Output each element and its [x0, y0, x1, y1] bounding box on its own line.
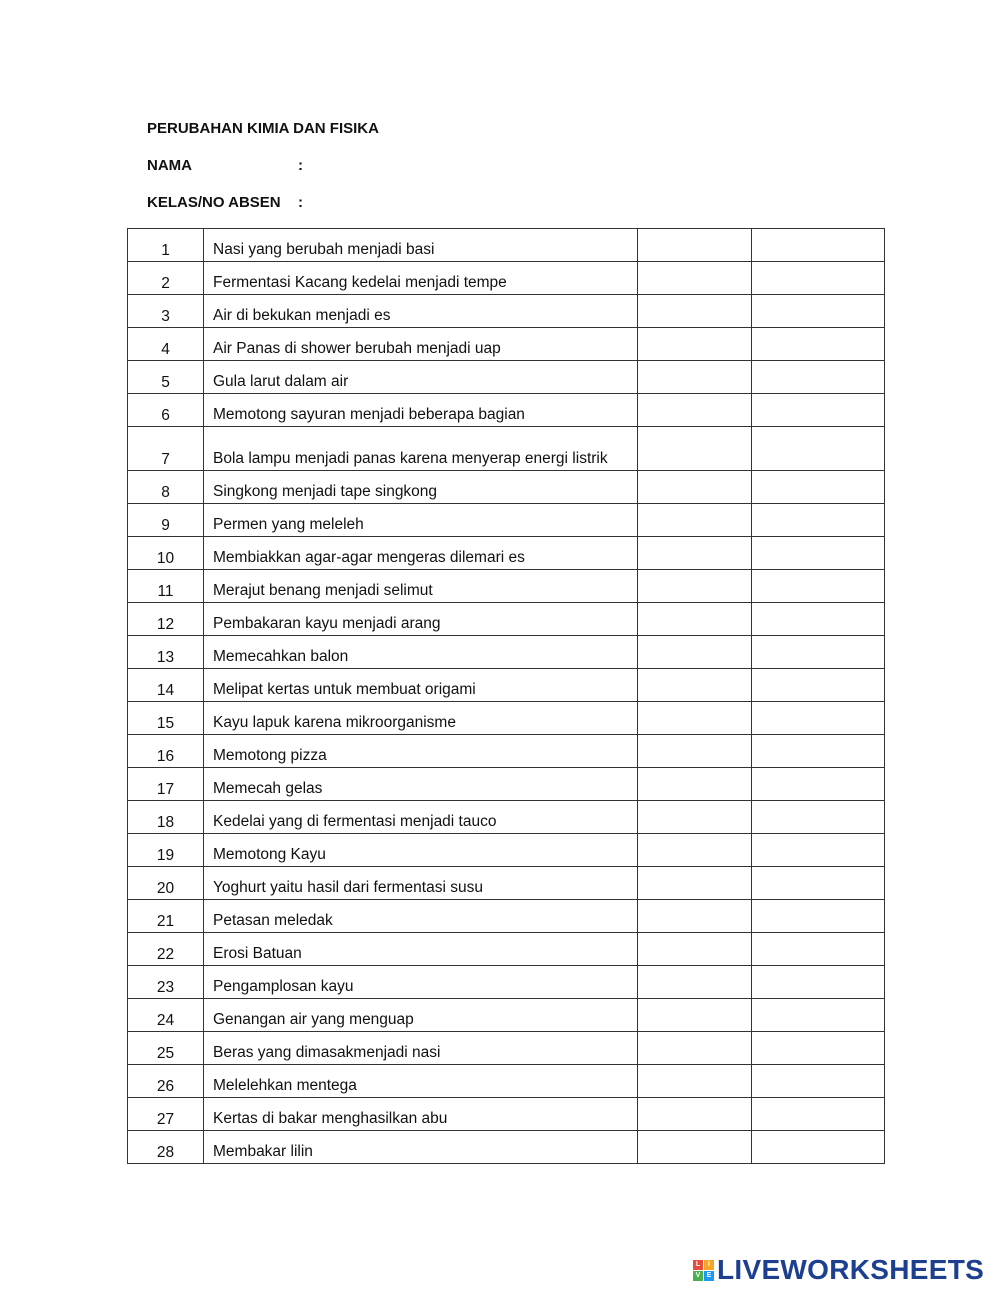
- row-statement: Bola lampu menjadi panas karena menyerap energi listrik: [204, 427, 638, 471]
- nama-colon: :: [298, 157, 303, 174]
- row-number: 5: [128, 361, 204, 394]
- table-row: [128, 262, 885, 295]
- table-row: [128, 999, 885, 1032]
- table-row: [128, 427, 885, 471]
- answer-cell[interactable]: [752, 229, 885, 262]
- table-row: [128, 394, 885, 427]
- answer-cell[interactable]: [638, 702, 752, 735]
- row-statement: Singkong menjadi tape singkong: [204, 471, 638, 504]
- answer-cell[interactable]: [752, 735, 885, 768]
- answer-cell[interactable]: [638, 229, 752, 262]
- answer-cell[interactable]: [752, 900, 885, 933]
- table-row: [128, 1032, 885, 1065]
- answer-cell[interactable]: [752, 1131, 885, 1164]
- answer-cell[interactable]: [638, 867, 752, 900]
- row-statement: Memotong sayuran menjadi beberapa bagian: [204, 394, 638, 427]
- answer-cell[interactable]: [752, 361, 885, 394]
- answer-cell[interactable]: [752, 295, 885, 328]
- logo-mark-letter: L: [693, 1260, 703, 1270]
- answer-cell[interactable]: [752, 471, 885, 504]
- table-row: [128, 702, 885, 735]
- answer-cell[interactable]: [638, 801, 752, 834]
- row-statement: Genangan air yang menguap: [204, 999, 638, 1032]
- row-statement: Memotong Kayu: [204, 834, 638, 867]
- row-number: 9: [128, 504, 204, 537]
- answer-cell[interactable]: [752, 603, 885, 636]
- worksheet-table: [127, 228, 885, 1164]
- answer-cell[interactable]: [638, 262, 752, 295]
- answer-cell[interactable]: [752, 867, 885, 900]
- row-number: 28: [128, 1131, 204, 1164]
- table-row: [128, 834, 885, 867]
- answer-cell[interactable]: [752, 537, 885, 570]
- row-number: 2: [128, 262, 204, 295]
- table-row: [128, 1065, 885, 1098]
- answer-cell[interactable]: [638, 427, 752, 471]
- answer-cell[interactable]: [638, 1131, 752, 1164]
- answer-cell[interactable]: [638, 328, 752, 361]
- row-number: 22: [128, 933, 204, 966]
- table-row: [128, 735, 885, 768]
- row-number: 10: [128, 537, 204, 570]
- row-number: 20: [128, 867, 204, 900]
- table-row: [128, 636, 885, 669]
- row-number: 3: [128, 295, 204, 328]
- row-statement: Air di bekukan menjadi es: [204, 295, 638, 328]
- row-number: 18: [128, 801, 204, 834]
- table-row: [128, 900, 885, 933]
- answer-cell[interactable]: [752, 1032, 885, 1065]
- worksheet-title: PERUBAHAN KIMIA DAN FISIKA: [147, 120, 379, 137]
- row-number: 15: [128, 702, 204, 735]
- logo-mark-letter: E: [704, 1271, 714, 1281]
- row-statement: Kertas di bakar menghasilkan abu: [204, 1098, 638, 1131]
- table-row: [128, 537, 885, 570]
- row-statement: Pembakaran kayu menjadi arang: [204, 603, 638, 636]
- row-statement: Erosi Batuan: [204, 933, 638, 966]
- row-number: 6: [128, 394, 204, 427]
- row-number: 16: [128, 735, 204, 768]
- answer-cell[interactable]: [638, 768, 752, 801]
- logo-text: LIVEWORKSHEETS: [717, 1254, 985, 1285]
- row-statement: Beras yang dimasakmenjadi nasi: [204, 1032, 638, 1065]
- answer-cell[interactable]: [638, 361, 752, 394]
- table-row: [128, 1098, 885, 1131]
- row-number: 17: [128, 768, 204, 801]
- logo-mark-letter: V: [693, 1271, 703, 1281]
- row-number: 27: [128, 1098, 204, 1131]
- table-row: [128, 768, 885, 801]
- table-row: [128, 229, 885, 262]
- answer-cell[interactable]: [752, 328, 885, 361]
- row-number: 25: [128, 1032, 204, 1065]
- row-statement: Air Panas di shower berubah menjadi uap: [204, 328, 638, 361]
- table-row: [128, 361, 885, 394]
- table-row: [128, 801, 885, 834]
- row-number: 26: [128, 1065, 204, 1098]
- answer-cell[interactable]: [752, 636, 885, 669]
- answer-cell[interactable]: [638, 471, 752, 504]
- answer-cell[interactable]: [638, 933, 752, 966]
- row-statement: Nasi yang berubah menjadi basi: [204, 229, 638, 262]
- row-number: 14: [128, 669, 204, 702]
- row-statement: Memotong pizza: [204, 735, 638, 768]
- answer-cell[interactable]: [752, 768, 885, 801]
- answer-cell[interactable]: [752, 933, 885, 966]
- row-number: 13: [128, 636, 204, 669]
- answer-cell[interactable]: [638, 636, 752, 669]
- answer-cell[interactable]: [752, 801, 885, 834]
- row-number: 11: [128, 570, 204, 603]
- logo-mark-icon: [693, 1260, 714, 1281]
- table-row: [128, 603, 885, 636]
- logo-mark-letter: I: [704, 1260, 714, 1270]
- answer-cell[interactable]: [638, 504, 752, 537]
- answer-cell[interactable]: [638, 900, 752, 933]
- row-statement: Permen yang meleleh: [204, 504, 638, 537]
- row-number: 8: [128, 471, 204, 504]
- table-row: [128, 966, 885, 999]
- row-statement: Pengamplosan kayu: [204, 966, 638, 999]
- table-row: [128, 1131, 885, 1164]
- answer-cell[interactable]: [638, 603, 752, 636]
- answer-cell[interactable]: [752, 570, 885, 603]
- kelas-label: KELAS/NO ABSEN: [147, 194, 281, 211]
- answer-cell[interactable]: [638, 1032, 752, 1065]
- liveworksheets-logo: [693, 1254, 984, 1286]
- answer-cell[interactable]: [638, 669, 752, 702]
- row-statement: Memecahkan balon: [204, 636, 638, 669]
- row-statement: Membiakkan agar-agar mengeras dilemari es: [204, 537, 638, 570]
- table-row: [128, 933, 885, 966]
- answer-cell[interactable]: [638, 1098, 752, 1131]
- table-row: [128, 504, 885, 537]
- answer-cell[interactable]: [752, 834, 885, 867]
- row-number: 21: [128, 900, 204, 933]
- row-number: 12: [128, 603, 204, 636]
- answer-cell[interactable]: [752, 394, 885, 427]
- answer-cell[interactable]: [638, 295, 752, 328]
- row-statement: Gula larut dalam air: [204, 361, 638, 394]
- row-statement: Memecah gelas: [204, 768, 638, 801]
- row-statement: Yoghurt yaitu hasil dari fermentasi susu: [204, 867, 638, 900]
- row-statement: Petasan meledak: [204, 900, 638, 933]
- answer-cell[interactable]: [638, 834, 752, 867]
- row-statement: Kayu lapuk karena mikroorganisme: [204, 702, 638, 735]
- row-statement: Kedelai yang di fermentasi menjadi tauco: [204, 801, 638, 834]
- answer-cell[interactable]: [752, 702, 885, 735]
- row-number: 23: [128, 966, 204, 999]
- answer-cell[interactable]: [638, 999, 752, 1032]
- table-row: [128, 295, 885, 328]
- answer-cell[interactable]: [638, 966, 752, 999]
- table-row: [128, 570, 885, 603]
- answer-cell[interactable]: [752, 427, 885, 471]
- nama-label: NAMA: [147, 157, 192, 174]
- answer-cell[interactable]: [752, 1098, 885, 1131]
- table-row: [128, 867, 885, 900]
- answer-cell[interactable]: [752, 504, 885, 537]
- row-statement: Merajut benang menjadi selimut: [204, 570, 638, 603]
- row-statement: Melipat kertas untuk membuat origami: [204, 669, 638, 702]
- answer-cell[interactable]: [752, 669, 885, 702]
- row-number: 19: [128, 834, 204, 867]
- answer-cell[interactable]: [752, 1065, 885, 1098]
- answer-cell[interactable]: [638, 570, 752, 603]
- row-statement: Melelehkan mentega: [204, 1065, 638, 1098]
- answer-cell[interactable]: [638, 537, 752, 570]
- table-row: [128, 328, 885, 361]
- answer-cell[interactable]: [638, 394, 752, 427]
- answer-cell[interactable]: [638, 735, 752, 768]
- row-number: 4: [128, 328, 204, 361]
- row-number: 24: [128, 999, 204, 1032]
- answer-cell[interactable]: [752, 999, 885, 1032]
- answer-cell[interactable]: [752, 966, 885, 999]
- answer-cell[interactable]: [752, 262, 885, 295]
- row-number: 7: [128, 427, 204, 471]
- answer-cell[interactable]: [638, 1065, 752, 1098]
- table-row: [128, 669, 885, 702]
- row-number: 1: [128, 229, 204, 262]
- row-statement: Fermentasi Kacang kedelai menjadi tempe: [204, 262, 638, 295]
- table-row: [128, 471, 885, 504]
- row-statement: Membakar lilin: [204, 1131, 638, 1164]
- kelas-colon: :: [298, 194, 303, 211]
